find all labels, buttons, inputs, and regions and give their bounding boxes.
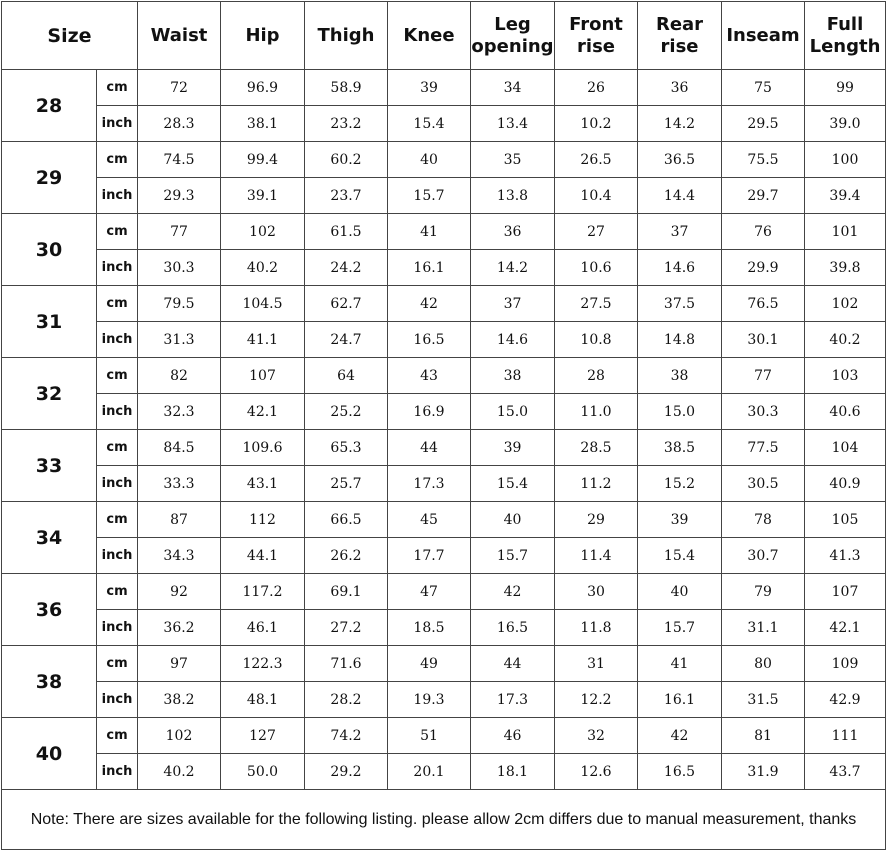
- header-row: [2, 2, 886, 70]
- measurement-cell: 26.5: [555, 142, 638, 178]
- measurement-cell: 122.3: [221, 646, 305, 682]
- measurement-cell: 14.2: [471, 250, 555, 286]
- unit-label: cm: [97, 286, 138, 322]
- unit-label: inch: [97, 754, 138, 790]
- measurement-cell: 49: [388, 646, 471, 682]
- table-row-cm: [2, 502, 886, 538]
- table-row-cm: [2, 70, 886, 106]
- measurement-cell: 102: [805, 286, 886, 322]
- measurement-cell: 41.1: [221, 322, 305, 358]
- size-value: 33: [2, 430, 97, 502]
- measurement-cell: 11.2: [555, 466, 638, 502]
- measurement-cell: 13.4: [471, 106, 555, 142]
- unit-label: inch: [97, 466, 138, 502]
- measurement-cell: 74.5: [138, 142, 221, 178]
- measurement-cell: 15.7: [388, 178, 471, 214]
- measurement-cell: 28.5: [555, 430, 638, 466]
- measurement-cell: 18.1: [471, 754, 555, 790]
- measurement-cell: 13.8: [471, 178, 555, 214]
- table-row-cm: [2, 646, 886, 682]
- measurement-cell: 34: [471, 70, 555, 106]
- measurement-cell: 28.2: [305, 682, 388, 718]
- table-row-inch: [2, 610, 886, 646]
- measurement-cell: 42: [638, 718, 722, 754]
- measurement-cell: 33.3: [138, 466, 221, 502]
- measurement-cell: 41: [388, 214, 471, 250]
- measurement-cell: 28.3: [138, 106, 221, 142]
- measurement-cell: 14.8: [638, 322, 722, 358]
- table-row-inch: [2, 466, 886, 502]
- unit-label: inch: [97, 322, 138, 358]
- measurement-cell: 10.6: [555, 250, 638, 286]
- table-body: [2, 70, 886, 790]
- size-value: 32: [2, 358, 97, 430]
- measurement-cell: 102: [138, 718, 221, 754]
- measurement-cell: 23.2: [305, 106, 388, 142]
- measurement-cell: 30.1: [722, 322, 805, 358]
- column-header: [555, 2, 638, 70]
- measurement-cell: 44: [388, 430, 471, 466]
- measurement-cell: 16.9: [388, 394, 471, 430]
- measurement-cell: 69.1: [305, 574, 388, 610]
- measurement-cell: 25.2: [305, 394, 388, 430]
- measurement-cell: 43: [388, 358, 471, 394]
- measurement-cell: 29: [555, 502, 638, 538]
- measurement-cell: 109: [805, 646, 886, 682]
- measurement-cell: 17.3: [471, 682, 555, 718]
- measurement-cell: 35: [471, 142, 555, 178]
- measurement-cell: 31.1: [722, 610, 805, 646]
- measurement-cell: 39.4: [805, 178, 886, 214]
- measurement-cell: 40: [388, 142, 471, 178]
- unit-label: inch: [97, 250, 138, 286]
- measurement-cell: 16.5: [471, 610, 555, 646]
- measurement-cell: 109.6: [221, 430, 305, 466]
- size-value: 31: [2, 286, 97, 358]
- measurement-cell: 103: [805, 358, 886, 394]
- measurement-cell: 37: [471, 286, 555, 322]
- unit-label: cm: [97, 502, 138, 538]
- measurement-cell: 40.2: [138, 754, 221, 790]
- unit-label: inch: [97, 106, 138, 142]
- measurement-cell: 38.2: [138, 682, 221, 718]
- measurement-cell: 76.5: [722, 286, 805, 322]
- size-header: Size: [2, 2, 138, 70]
- measurement-cell: 99: [805, 70, 886, 106]
- table-row-cm: [2, 358, 886, 394]
- measurement-cell: 36: [471, 214, 555, 250]
- unit-label: cm: [97, 718, 138, 754]
- column-header-line: Hip: [245, 24, 280, 46]
- column-header-line: rise: [577, 35, 615, 57]
- measurement-cell: 36.2: [138, 610, 221, 646]
- measurement-cell: 72: [138, 70, 221, 106]
- measurement-cell: 16.5: [638, 754, 722, 790]
- measurement-cell: 15.0: [638, 394, 722, 430]
- unit-label: cm: [97, 646, 138, 682]
- measurement-cell: 64: [305, 358, 388, 394]
- measurement-cell: 39.1: [221, 178, 305, 214]
- measurement-cell: 10.2: [555, 106, 638, 142]
- measurement-cell: 10.4: [555, 178, 638, 214]
- measurement-cell: 50.0: [221, 754, 305, 790]
- column-header-line: Leg: [494, 13, 531, 35]
- column-header: [388, 2, 471, 70]
- table-row-cm: [2, 718, 886, 754]
- measurement-cell: 32: [555, 718, 638, 754]
- unit-label: inch: [97, 610, 138, 646]
- size-value: 34: [2, 502, 97, 574]
- measurement-cell: 38.5: [638, 430, 722, 466]
- column-header-line: Knee: [403, 24, 455, 46]
- measurement-cell: 10.8: [555, 322, 638, 358]
- measurement-cell: 44.1: [221, 538, 305, 574]
- measurement-cell: 39: [388, 70, 471, 106]
- measurement-cell: 41: [638, 646, 722, 682]
- measurement-cell: 40.2: [805, 322, 886, 358]
- measurement-cell: 30.5: [722, 466, 805, 502]
- unit-label: cm: [97, 142, 138, 178]
- column-header-line: rise: [660, 35, 699, 57]
- note-row: [2, 790, 886, 850]
- size-value: 29: [2, 142, 97, 214]
- measurement-cell: 29.7: [722, 178, 805, 214]
- measurement-cell: 99.4: [221, 142, 305, 178]
- table-row-cm: [2, 574, 886, 610]
- column-header: [305, 2, 388, 70]
- measurement-cell: 79.5: [138, 286, 221, 322]
- measurement-cell: 28: [555, 358, 638, 394]
- measurement-cell: 107: [221, 358, 305, 394]
- measurement-cell: 41.3: [805, 538, 886, 574]
- table-row-inch: [2, 322, 886, 358]
- size-chart-table: [1, 1, 886, 850]
- measurement-cell: 15.7: [471, 538, 555, 574]
- measurement-cell: 31.9: [722, 754, 805, 790]
- measurement-cell: 40: [638, 574, 722, 610]
- measurement-cell: 19.3: [388, 682, 471, 718]
- measurement-cell: 102: [221, 214, 305, 250]
- measurement-cell: 87: [138, 502, 221, 538]
- unit-label: cm: [97, 574, 138, 610]
- measurement-cell: 48.1: [221, 682, 305, 718]
- measurement-cell: 34.3: [138, 538, 221, 574]
- unit-label: cm: [97, 430, 138, 466]
- table-row-cm: [2, 142, 886, 178]
- measurement-cell: 15.2: [638, 466, 722, 502]
- measurement-cell: 42.1: [805, 610, 886, 646]
- measurement-cell: 12.6: [555, 754, 638, 790]
- measurement-cell: 32.3: [138, 394, 221, 430]
- measurement-cell: 42: [388, 286, 471, 322]
- measurement-cell: 40: [471, 502, 555, 538]
- measurement-cell: 46: [471, 718, 555, 754]
- measurement-cell: 24.2: [305, 250, 388, 286]
- size-value: 40: [2, 718, 97, 790]
- unit-label: cm: [97, 358, 138, 394]
- measurement-cell: 40.9: [805, 466, 886, 502]
- measurement-cell: 45: [388, 502, 471, 538]
- column-header-line: opening: [471, 35, 554, 57]
- measurement-cell: 80: [722, 646, 805, 682]
- measurement-cell: 17.7: [388, 538, 471, 574]
- column-header: [805, 2, 886, 70]
- size-value: 36: [2, 574, 97, 646]
- measurement-cell: 25.7: [305, 466, 388, 502]
- measurement-cell: 38: [638, 358, 722, 394]
- measurement-cell: 27.5: [555, 286, 638, 322]
- measurement-cell: 66.5: [305, 502, 388, 538]
- measurement-cell: 17.3: [388, 466, 471, 502]
- measurement-cell: 14.2: [638, 106, 722, 142]
- measurement-cell: 38.1: [221, 106, 305, 142]
- measurement-cell: 31.3: [138, 322, 221, 358]
- measurement-cell: 92: [138, 574, 221, 610]
- measurement-cell: 30: [555, 574, 638, 610]
- measurement-cell: 16.1: [638, 682, 722, 718]
- measurement-cell: 107: [805, 574, 886, 610]
- measurement-cell: 42.1: [221, 394, 305, 430]
- measurement-cell: 27: [555, 214, 638, 250]
- measurement-cell: 16.5: [388, 322, 471, 358]
- measurement-cell: 27.2: [305, 610, 388, 646]
- measurement-cell: 29.5: [722, 106, 805, 142]
- table-row-inch: [2, 394, 886, 430]
- measurement-cell: 97: [138, 646, 221, 682]
- measurement-cell: 60.2: [305, 142, 388, 178]
- measurement-cell: 127: [221, 718, 305, 754]
- measurement-cell: 36.5: [638, 142, 722, 178]
- measurement-cell: 84.5: [138, 430, 221, 466]
- measurement-cell: 18.5: [388, 610, 471, 646]
- column-header: [638, 2, 722, 70]
- measurement-cell: 29.3: [138, 178, 221, 214]
- measurement-cell: 14.6: [638, 250, 722, 286]
- measurement-cell: 38: [471, 358, 555, 394]
- measurement-cell: 26.2: [305, 538, 388, 574]
- column-header-line: Front: [569, 13, 623, 35]
- measurement-cell: 46.1: [221, 610, 305, 646]
- table-row-cm: [2, 430, 886, 466]
- column-header: [722, 2, 805, 70]
- measurement-cell: 30.3: [722, 394, 805, 430]
- measurement-cell: 39: [638, 502, 722, 538]
- unit-label: cm: [97, 214, 138, 250]
- measurement-cell: 71.6: [305, 646, 388, 682]
- measurement-cell: 11.0: [555, 394, 638, 430]
- measurement-cell: 11.8: [555, 610, 638, 646]
- measurement-cell: 104.5: [221, 286, 305, 322]
- measurement-cell: 26: [555, 70, 638, 106]
- measurement-cell: 29.9: [722, 250, 805, 286]
- column-header: [471, 2, 555, 70]
- measurement-cell: 74.2: [305, 718, 388, 754]
- column-header: [138, 2, 221, 70]
- measurement-cell: 79: [722, 574, 805, 610]
- measurement-cell: 15.0: [471, 394, 555, 430]
- column-header-line: Thigh: [317, 24, 375, 46]
- measurement-cell: 14.4: [638, 178, 722, 214]
- column-header: [221, 2, 305, 70]
- unit-label: inch: [97, 682, 138, 718]
- measurement-cell: 104: [805, 430, 886, 466]
- measurement-cell: 42: [471, 574, 555, 610]
- measurement-cell: 15.4: [638, 538, 722, 574]
- measurement-cell: 78: [722, 502, 805, 538]
- measurement-cell: 12.2: [555, 682, 638, 718]
- size-value: 28: [2, 70, 97, 142]
- measurement-cell: 23.7: [305, 178, 388, 214]
- measurement-cell: 101: [805, 214, 886, 250]
- measurement-cell: 40.6: [805, 394, 886, 430]
- measurement-cell: 77: [138, 214, 221, 250]
- measurement-cell: 65.3: [305, 430, 388, 466]
- measurement-cell: 24.7: [305, 322, 388, 358]
- table-row-inch: [2, 682, 886, 718]
- size-value: 38: [2, 646, 97, 718]
- measurement-cell: 16.1: [388, 250, 471, 286]
- measurement-cell: 15.4: [471, 466, 555, 502]
- measurement-cell: 117.2: [221, 574, 305, 610]
- measurement-cell: 40.2: [221, 250, 305, 286]
- column-header-line: Waist: [150, 24, 208, 46]
- measurement-cell: 105: [805, 502, 886, 538]
- column-header-line: Length: [809, 35, 881, 57]
- table-row-cm: [2, 286, 886, 322]
- measurement-cell: 100: [805, 142, 886, 178]
- measurement-cell: 47: [388, 574, 471, 610]
- table-row-inch: [2, 178, 886, 214]
- unit-label: inch: [97, 394, 138, 430]
- measurement-cell: 37: [638, 214, 722, 250]
- measurement-cell: 44: [471, 646, 555, 682]
- measurement-cell: 30.7: [722, 538, 805, 574]
- column-header-line: Rear: [655, 13, 704, 35]
- measurement-cell: 20.1: [388, 754, 471, 790]
- measurement-cell: 36: [638, 70, 722, 106]
- unit-label: inch: [97, 178, 138, 214]
- size-value: 30: [2, 214, 97, 286]
- table-row-cm: [2, 214, 886, 250]
- measurement-cell: 111: [805, 718, 886, 754]
- measurement-cell: 39.0: [805, 106, 886, 142]
- measurement-cell: 37.5: [638, 286, 722, 322]
- measurement-cell: 15.4: [388, 106, 471, 142]
- measurement-cell: 30.3: [138, 250, 221, 286]
- measurement-cell: 75.5: [722, 142, 805, 178]
- unit-label: cm: [97, 70, 138, 106]
- measurement-cell: 11.4: [555, 538, 638, 574]
- measurement-cell: 14.6: [471, 322, 555, 358]
- measurement-cell: 82: [138, 358, 221, 394]
- measurement-cell: 39.8: [805, 250, 886, 286]
- measurement-cell: 112: [221, 502, 305, 538]
- measurement-cell: 43.1: [221, 466, 305, 502]
- measurement-cell: 42.9: [805, 682, 886, 718]
- measurement-cell: 75: [722, 70, 805, 106]
- measurement-cell: 43.7: [805, 754, 886, 790]
- measurement-cell: 61.5: [305, 214, 388, 250]
- measurement-cell: 77: [722, 358, 805, 394]
- measurement-cell: 15.7: [638, 610, 722, 646]
- measurement-cell: 51: [388, 718, 471, 754]
- measurement-cell: 29.2: [305, 754, 388, 790]
- measurement-cell: 77.5: [722, 430, 805, 466]
- measurement-cell: 76: [722, 214, 805, 250]
- measurement-cell: 62.7: [305, 286, 388, 322]
- measurement-cell: 39: [471, 430, 555, 466]
- note-text: Note: There are sizes available for the following listing. please allow 2cm differs due to manual measurement, thanks: [2, 790, 886, 850]
- measurement-cell: 31.5: [722, 682, 805, 718]
- table-row-inch: [2, 538, 886, 574]
- column-header-line: Full: [826, 13, 864, 35]
- table-row-inch: [2, 106, 886, 142]
- column-header-line: Inseam: [726, 24, 800, 46]
- table-row-inch: [2, 250, 886, 286]
- measurement-cell: 81: [722, 718, 805, 754]
- measurement-cell: 31: [555, 646, 638, 682]
- table-row-inch: [2, 754, 886, 790]
- unit-label: inch: [97, 538, 138, 574]
- measurement-cell: 58.9: [305, 70, 388, 106]
- measurement-cell: 96.9: [221, 70, 305, 106]
